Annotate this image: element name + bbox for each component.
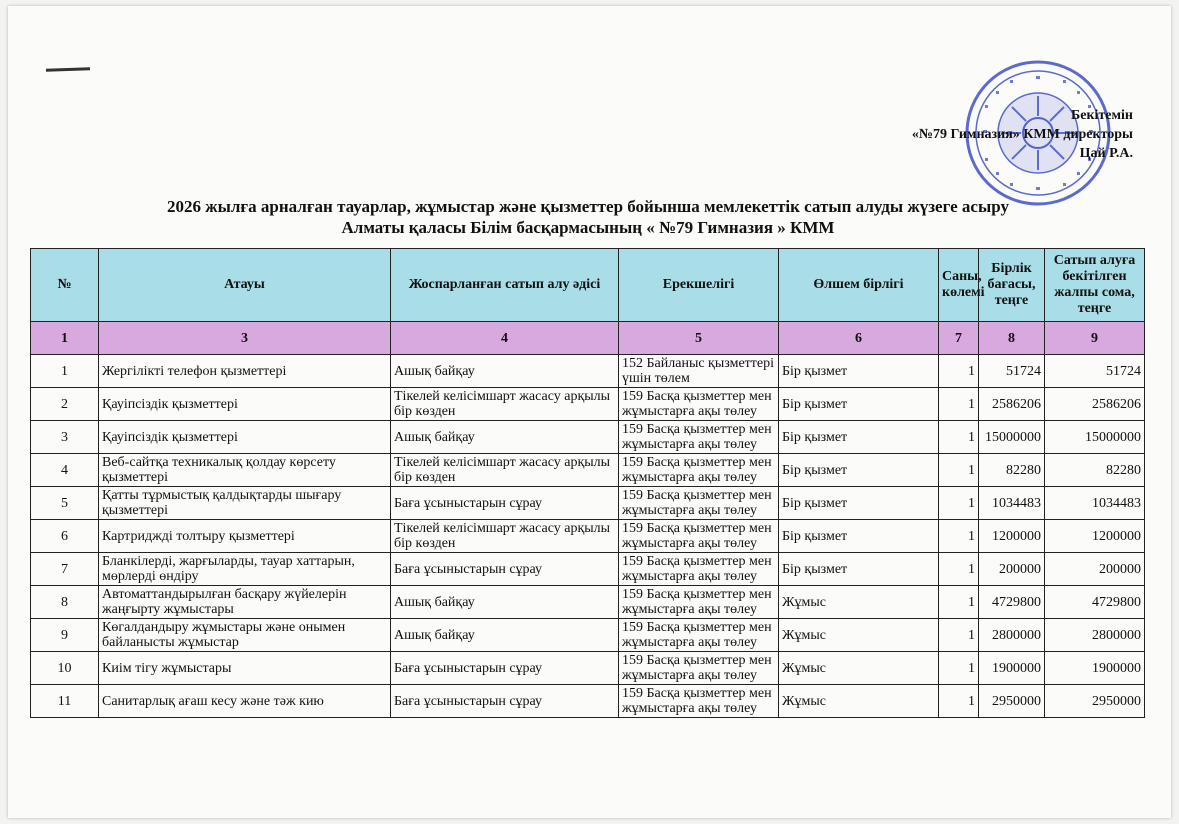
row-number-cell: 1: [31, 355, 99, 388]
unit-cell: Бір қызмет: [779, 355, 939, 388]
quantity-cell: 1: [939, 421, 979, 454]
unit-price-cell: 1200000: [979, 520, 1045, 553]
header-cell: Ерекшелігі: [619, 249, 779, 322]
unit-price-cell: 4729800: [979, 586, 1045, 619]
specification-cell: 159 Басқа қызметтер мен жұмыстарға ақы төлеу: [619, 652, 779, 685]
unit-cell: Бір қызмет: [779, 520, 939, 553]
specification-cell: 159 Басқа қызметтер мен жұмыстарға ақы төлеу: [619, 520, 779, 553]
header-cell: Атауы: [99, 249, 391, 322]
total-sum-cell: 51724: [1045, 355, 1145, 388]
approval-line-2: «№79 Гимназия» КММ директоры: [911, 127, 1133, 142]
quantity-cell: 1: [939, 355, 979, 388]
total-sum-cell: 2800000: [1045, 619, 1145, 652]
row-number-cell: 2: [31, 388, 99, 421]
unit-price-cell: 2800000: [979, 619, 1045, 652]
total-sum-cell: 4729800: [1045, 586, 1145, 619]
column-number-cell: 1: [31, 322, 99, 355]
procurement-method-cell: Баға ұсыныстарын сұрау: [391, 685, 619, 718]
unit-price-cell: 51724: [979, 355, 1045, 388]
item-name-cell: Веб-сайтқа техникалық қолдау көрсету қызметтері: [99, 454, 391, 487]
specification-cell: 159 Басқа қызметтер мен жұмыстарға ақы төлеу: [619, 388, 779, 421]
total-sum-cell: 1200000: [1045, 520, 1145, 553]
procurement-method-cell: Тікелей келісімшарт жасасу арқылы бір көзден: [391, 520, 619, 553]
unit-cell: Бір қызмет: [779, 553, 939, 586]
approval-line-3: Цай Р.А.: [1079, 146, 1133, 161]
unit-price-cell: 2586206: [979, 388, 1045, 421]
unit-cell: Бір қызмет: [779, 421, 939, 454]
total-sum-cell: 82280: [1045, 454, 1145, 487]
procurement-method-cell: Ашық байқау: [391, 619, 619, 652]
unit-cell: Жұмыс: [779, 652, 939, 685]
row-number-cell: 4: [31, 454, 99, 487]
quantity-cell: 1: [939, 652, 979, 685]
item-name-cell: Киім тігу жұмыстары: [99, 652, 391, 685]
table-row: [31, 454, 1145, 487]
quantity-cell: 1: [939, 586, 979, 619]
column-number-cell: 3: [99, 322, 391, 355]
total-sum-cell: 1034483: [1045, 487, 1145, 520]
item-name-cell: Жергілікті телефон қызметтері: [99, 355, 391, 388]
row-number-cell: 11: [31, 685, 99, 718]
header-cell: Жоспарланған сатып алу әдісі: [391, 249, 619, 322]
row-number-cell: 7: [31, 553, 99, 586]
unit-cell: Бір қызмет: [779, 487, 939, 520]
specification-cell: 159 Басқа қызметтер мен жұмыстарға ақы төлеу: [619, 619, 779, 652]
table-body: [31, 355, 1145, 718]
procurement-method-cell: Тікелей келісімшарт жасасу арқылы бір көзден: [391, 454, 619, 487]
specification-cell: 159 Басқа қызметтер мен жұмыстарға ақы төлеу: [619, 421, 779, 454]
item-name-cell: Бланкілерді, жарғыларды, тауар хаттарын, мөрлерді өндіру: [99, 553, 391, 586]
header-cell: Бірлік бағасы, теңге: [979, 249, 1045, 322]
column-number-cell: 4: [391, 322, 619, 355]
table-row: [31, 520, 1145, 553]
pen-mark: [46, 67, 90, 72]
quantity-cell: 1: [939, 619, 979, 652]
unit-price-cell: 82280: [979, 454, 1045, 487]
quantity-cell: 1: [939, 454, 979, 487]
column-number-cell: 5: [619, 322, 779, 355]
row-number-cell: 8: [31, 586, 99, 619]
total-sum-cell: 2950000: [1045, 685, 1145, 718]
item-name-cell: Көгалдандыру жұмыстары және онымен байланысты жұмыстар: [99, 619, 391, 652]
document-title: [28, 196, 1148, 238]
procurement-method-cell: Ашық байқау: [391, 355, 619, 388]
total-sum-cell: 1900000: [1045, 652, 1145, 685]
table-row: [31, 652, 1145, 685]
unit-price-cell: 2950000: [979, 685, 1045, 718]
item-name-cell: Қауіпсіздік қызметтері: [99, 388, 391, 421]
approval-line-1: Бекітемін: [1070, 108, 1133, 123]
total-sum-cell: 15000000: [1045, 421, 1145, 454]
header-cell: Сатып алуға бекітілген жалпы сома, теңге: [1045, 249, 1145, 322]
table-row: [31, 619, 1145, 652]
column-number-cell: 7: [939, 322, 979, 355]
table-row: [31, 553, 1145, 586]
quantity-cell: 1: [939, 388, 979, 421]
quantity-cell: 1: [939, 553, 979, 586]
unit-cell: Жұмыс: [779, 619, 939, 652]
unit-price-cell: 15000000: [979, 421, 1045, 454]
unit-cell: Жұмыс: [779, 685, 939, 718]
procurement-method-cell: Баға ұсыныстарын сұрау: [391, 553, 619, 586]
table-row: [31, 355, 1145, 388]
specification-cell: 159 Басқа қызметтер мен жұмыстарға ақы төлеу: [619, 487, 779, 520]
header-cell: Өлшем бірлігі: [779, 249, 939, 322]
total-sum-cell: 2586206: [1045, 388, 1145, 421]
table-column-numbers-row: [31, 322, 1145, 355]
table-row: [31, 421, 1145, 454]
column-number-cell: 6: [779, 322, 939, 355]
column-number-cell: 8: [979, 322, 1045, 355]
row-number-cell: 10: [31, 652, 99, 685]
item-name-cell: Картриджді толтыру қызметтері: [99, 520, 391, 553]
procurement-method-cell: Ашық байқау: [391, 421, 619, 454]
unit-price-cell: 1900000: [979, 652, 1045, 685]
unit-price-cell: 1034483: [979, 487, 1045, 520]
row-number-cell: 5: [31, 487, 99, 520]
header-cell: Саны, көлемі: [939, 249, 979, 322]
specification-cell: 159 Басқа қызметтер мен жұмыстарға ақы төлеу: [619, 454, 779, 487]
column-number-cell: 9: [1045, 322, 1145, 355]
quantity-cell: 1: [939, 487, 979, 520]
table-header-row: [31, 249, 1145, 322]
row-number-cell: 6: [31, 520, 99, 553]
unit-cell: Жұмыс: [779, 586, 939, 619]
item-name-cell: Қауіпсіздік қызметтері: [99, 421, 391, 454]
table-row: [31, 685, 1145, 718]
table-row: [31, 586, 1145, 619]
unit-cell: Бір қызмет: [779, 388, 939, 421]
approval-block: [853, 106, 1133, 163]
unit-cell: Бір қызмет: [779, 454, 939, 487]
title-line-2: Алматы қаласы Білім басқармасының « №79 Гимназия » КММ: [341, 218, 835, 237]
header-cell: №: [31, 249, 99, 322]
row-number-cell: 3: [31, 421, 99, 454]
specification-cell: 159 Басқа қызметтер мен жұмыстарға ақы төлеу: [619, 685, 779, 718]
total-sum-cell: 200000: [1045, 553, 1145, 586]
specification-cell: 152 Байланыс қызметтері үшін төлем: [619, 355, 779, 388]
item-name-cell: Санитарлық ағаш кесу және тәж кию: [99, 685, 391, 718]
title-line-1: 2026 жылға арналған тауарлар, жұмыстар және қызметтер бойынша мемлекеттік сатып алуды жүзеге асыру: [167, 197, 1009, 216]
specification-cell: 159 Басқа қызметтер мен жұмыстарға ақы төлеу: [619, 586, 779, 619]
specification-cell: 159 Басқа қызметтер мен жұмыстарға ақы төлеу: [619, 553, 779, 586]
procurement-method-cell: Баға ұсыныстарын сұрау: [391, 652, 619, 685]
procurement-method-cell: Баға ұсыныстарын сұрау: [391, 487, 619, 520]
table-row: [31, 388, 1145, 421]
table-row: [31, 487, 1145, 520]
item-name-cell: Автоматтандырылған басқару жүйелерін жаңғырту жұмыстары: [99, 586, 391, 619]
quantity-cell: 1: [939, 685, 979, 718]
item-name-cell: Қатты тұрмыстық қалдықтарды шығару қызметтері: [99, 487, 391, 520]
row-number-cell: 9: [31, 619, 99, 652]
procurement-method-cell: Ашық байқау: [391, 586, 619, 619]
quantity-cell: 1: [939, 520, 979, 553]
procurement-method-cell: Тікелей келісімшарт жасасу арқылы бір көзден: [391, 388, 619, 421]
unit-price-cell: 200000: [979, 553, 1045, 586]
procurement-table: [30, 248, 1145, 718]
